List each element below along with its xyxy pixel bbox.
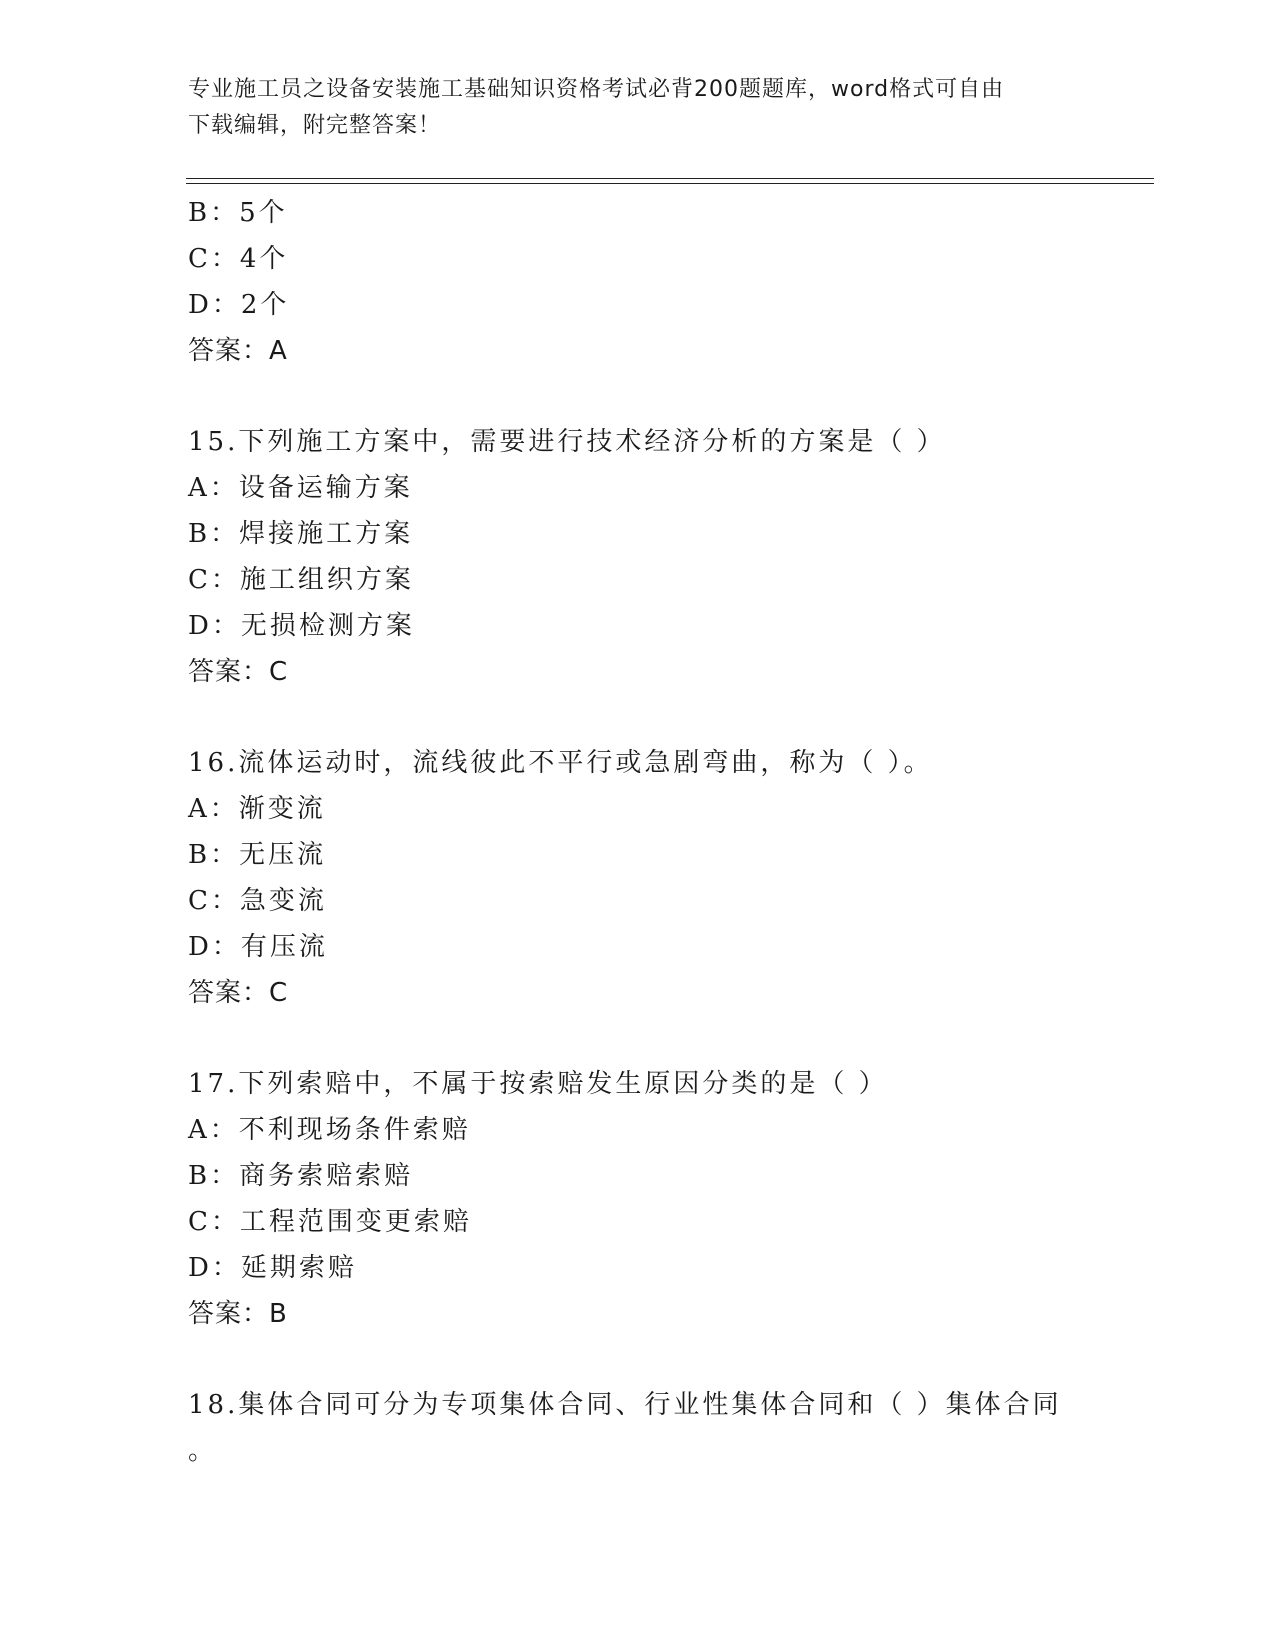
document-header: [188, 72, 1088, 144]
question-stem: 15.下列施工方案中，需要进行技术经济分析的方案是（ ）: [188, 427, 946, 457]
header-line-2: 下载编辑，附完整答案！: [188, 113, 442, 138]
answer-line: 答案：B: [188, 1299, 288, 1329]
option-d: D：2个: [188, 290, 290, 320]
option-c: C：急变流: [188, 886, 327, 916]
question-stem: 16.流体运动时，流线彼此不平行或急剧弯曲，称为（ ）。: [188, 748, 933, 778]
option-b: B：商务索赔索赔: [188, 1161, 414, 1191]
question-stem: 17.下列索赔中，不属于按索赔发生原因分类的是（ ）: [188, 1069, 888, 1099]
header-divider-top: [186, 178, 1154, 179]
answer-line: 答案：A: [188, 336, 288, 366]
option-c: C：施工组织方案: [188, 565, 414, 595]
question-stem: 18.集体合同可分为专项集体合同、行业性集体合同和（ ）集体合同: [188, 1390, 1062, 1420]
option-a: A：渐变流: [188, 794, 326, 824]
option-a: A：不利现场条件索赔: [188, 1115, 471, 1145]
header-divider-bottom: [186, 183, 1154, 184]
answer-line: 答案：C: [188, 978, 289, 1008]
question-list: [188, 190, 1148, 1474]
option-c: C：4个: [188, 244, 289, 274]
option-c: C：工程范围变更索赔: [188, 1207, 472, 1237]
answer-line: 答案：C: [188, 657, 289, 687]
option-d: D：无损检测方案: [188, 611, 415, 641]
option-b: B：5个: [188, 198, 288, 228]
option-d: D：有压流: [188, 932, 328, 962]
option-b: B：无压流: [188, 840, 327, 870]
option-b: B：焊接施工方案: [188, 519, 414, 549]
question-stem-continuation: 。: [188, 1436, 218, 1466]
option-a: A：设备运输方案: [188, 473, 413, 503]
header-line-1: 专业施工员之设备安装施工基础知识资格考试必背200题题库，word格式可自由: [188, 77, 1005, 102]
option-d: D：延期索赔: [188, 1253, 357, 1283]
